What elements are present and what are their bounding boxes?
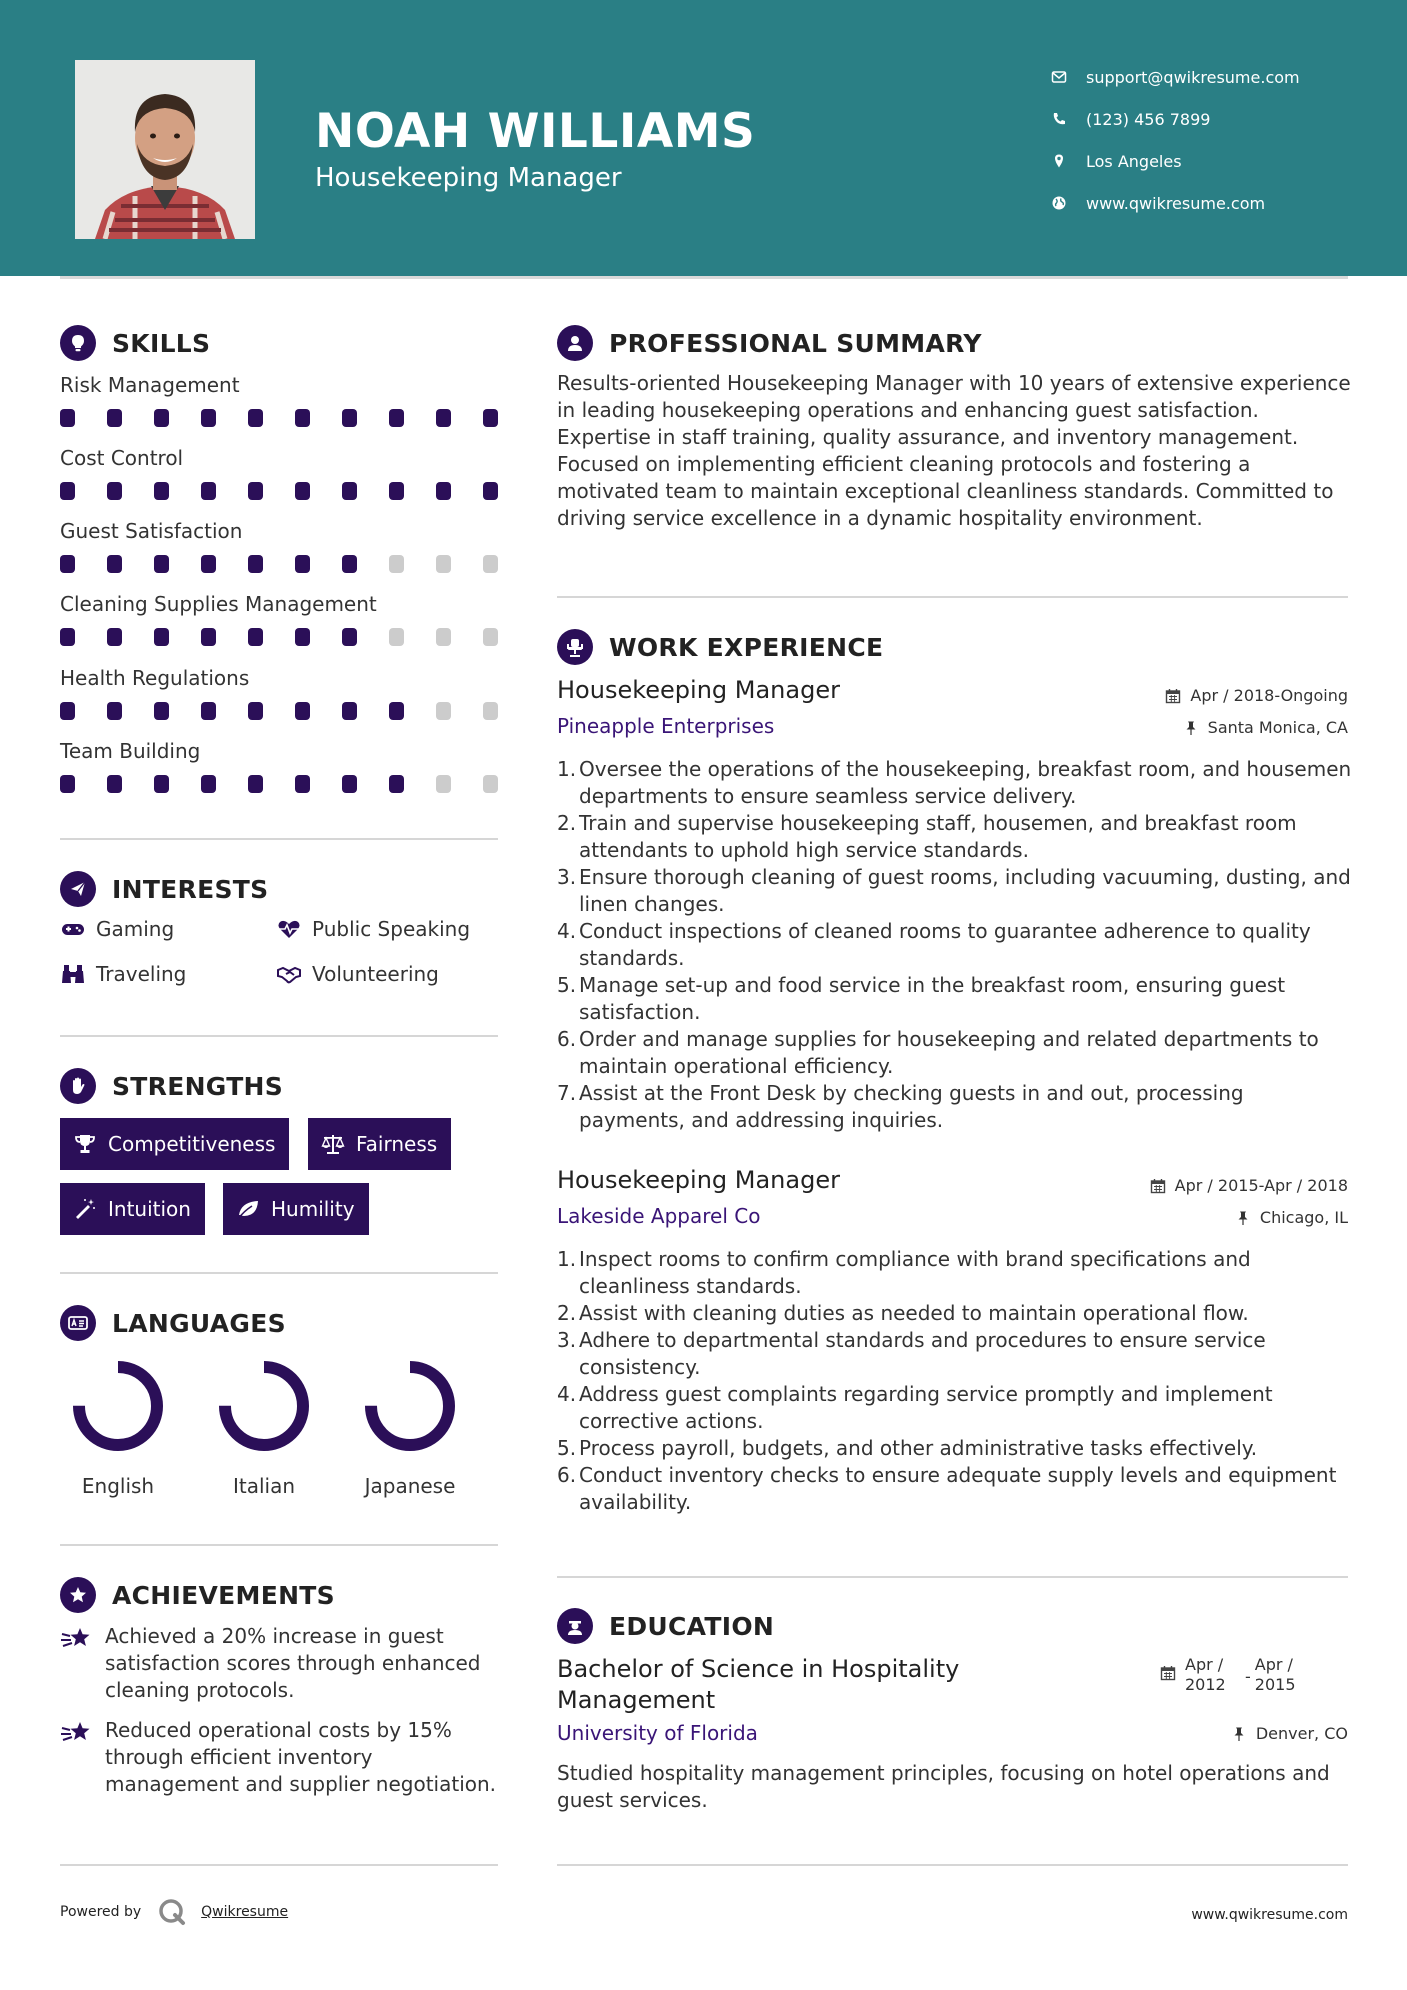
duty-item: [557, 1462, 1357, 1516]
interests-heading: [60, 871, 268, 907]
job-role: Housekeeping Manager: [557, 676, 840, 704]
duty-item: [557, 756, 1357, 810]
contact-phone-text: (123) 456 7899: [1086, 109, 1211, 129]
contact-phone[interactable]: [1050, 98, 1300, 140]
job-company: Lakeside Apparel Co: [557, 1204, 761, 1228]
duty-number: 4.: [557, 919, 577, 943]
section-divider: [557, 1576, 1348, 1578]
envelope-icon: [1050, 68, 1068, 86]
duty-item: [557, 1080, 1357, 1134]
contact-location-text: Los Angeles: [1086, 151, 1182, 171]
rating-dot-filled: [60, 702, 75, 720]
pushpin-icon: [1235, 1210, 1251, 1226]
duty-item: [557, 1327, 1357, 1381]
language-item: [350, 1356, 470, 1498]
rating-dot-filled: [60, 555, 75, 573]
education-title: EDUCATION: [609, 1611, 775, 1641]
achievements-title: ACHIEVEMENTS: [112, 1580, 335, 1610]
contact-list: [1050, 56, 1300, 224]
contact-email[interactable]: [1050, 56, 1300, 98]
pushpin-icon: [1231, 1726, 1247, 1742]
education-location: [1231, 1724, 1348, 1743]
graduate-icon: [557, 1608, 593, 1644]
location-pin-icon: [1050, 152, 1068, 170]
handshake-icon: [276, 963, 302, 985]
duty-text: Manage set-up and food service in the breakfast room, ensuring guest satisfaction.: [579, 973, 1286, 1024]
rating-dot-filled: [107, 482, 122, 500]
skills-title: SKILLS: [112, 328, 211, 358]
language-item: [58, 1356, 178, 1498]
shooting-star-icon: [60, 1625, 94, 1653]
skill-name: Team Building: [60, 739, 201, 763]
strengths-title: STRENGTHS: [112, 1071, 284, 1101]
proficiency-arc: [371, 1367, 449, 1445]
summary-heading: [557, 325, 982, 361]
duty-text: Inspect rooms to confirm compliance with brand specifications and cleanliness standards.: [579, 1247, 1251, 1298]
duty-text: Address guest complaints regarding service promptly and implement corrective actions.: [579, 1382, 1273, 1433]
leaf-icon: [235, 1197, 261, 1221]
rating-dot-empty: [436, 555, 451, 573]
achievement-item: [60, 1623, 500, 1704]
rating-dot-filled: [107, 775, 122, 793]
language-name: English: [81, 1474, 155, 1498]
rating-dot-filled: [248, 775, 263, 793]
rating-dot-filled: [342, 555, 357, 573]
date-part: Apr /: [1185, 1655, 1224, 1674]
language-card-icon: [60, 1305, 96, 1341]
header-divider: [60, 276, 1348, 279]
skill-item: [60, 444, 500, 500]
interest-gaming: [60, 917, 174, 941]
rating-dot-filled: [154, 775, 169, 793]
achievement-text: Reduced operational costs by 15% through efficient inventory management and supplier negotiation.: [105, 1718, 497, 1796]
contact-email-text: support@qwikresume.com: [1086, 67, 1300, 87]
job-location-text: Chicago, IL: [1259, 1208, 1348, 1227]
trophy-icon: [72, 1132, 98, 1156]
rating-dot-filled: [342, 628, 357, 646]
section-divider: [60, 1544, 498, 1546]
office-chair-icon: [557, 629, 593, 665]
rating-dot-filled: [248, 482, 263, 500]
duty-text: Oversee the operations of the housekeeping, breakfast room, and housemen departments to ensure seamless service delivery.: [579, 757, 1352, 808]
duty-item: [557, 1300, 1357, 1327]
education-end-date: [1255, 1655, 1315, 1695]
powered-by: [60, 1897, 288, 1927]
skill-name: Health Regulations: [60, 666, 250, 690]
skill-rating: [60, 775, 500, 793]
interest-label: Gaming: [96, 917, 175, 941]
duty-item: [557, 810, 1357, 864]
proficiency-arc: [79, 1367, 157, 1445]
magic-wand-icon: [72, 1197, 98, 1221]
degree-title: [557, 1654, 959, 1716]
calendar-icon: [1160, 1665, 1176, 1681]
duty-item: [557, 1246, 1357, 1300]
duty-text: Order and manage supplies for housekeeping and related departments to maintain operational efficiency.: [579, 1027, 1319, 1078]
rating-dot-filled: [60, 775, 75, 793]
interest-traveling: [60, 962, 186, 986]
rating-dot-filled: [201, 628, 216, 646]
pushpin-icon: [1183, 720, 1199, 736]
contact-location: [1050, 140, 1300, 182]
language-proficiency-ring: [68, 1356, 168, 1456]
qwikresume-logo-icon: [157, 1897, 187, 1927]
qwikresume-link[interactable]: Qwikresume: [201, 1904, 289, 1920]
duty-item: [557, 972, 1357, 1026]
rating-dot-filled: [60, 628, 75, 646]
duty-item: [557, 1381, 1357, 1435]
phone-icon: [1050, 110, 1068, 128]
strength-tag-competitiveness: [60, 1118, 289, 1170]
language-name: Japanese: [364, 1474, 456, 1498]
rating-dot-filled: [295, 409, 310, 427]
duty-number: 7.: [557, 1081, 577, 1105]
rating-dot-filled: [483, 409, 498, 427]
rating-dot-filled: [154, 482, 169, 500]
rating-dot-filled: [248, 555, 263, 573]
skill-rating: [60, 555, 500, 573]
rating-dot-filled: [389, 775, 404, 793]
rating-dot-empty: [436, 628, 451, 646]
job-date-text: Apr / 2018-Ongoing: [1190, 686, 1348, 705]
experience-heading: [557, 629, 883, 665]
language-proficiency-ring: [214, 1356, 314, 1456]
rating-dot-filled: [60, 409, 75, 427]
profile-photo: [75, 60, 255, 239]
rating-dot-filled: [248, 409, 263, 427]
job-duties-list: [557, 1246, 1357, 1516]
strength-label: Humility: [271, 1197, 355, 1221]
duty-text: Conduct inspections of cleaned rooms to guarantee adherence to quality standards.: [579, 919, 1311, 970]
calendar-icon: [1165, 688, 1181, 704]
rating-dot-filled: [201, 775, 216, 793]
rating-dot-filled: [201, 555, 216, 573]
strength-label: Fairness: [356, 1132, 438, 1156]
school-name: University of Florida: [557, 1721, 758, 1745]
star-badge-icon: [60, 1577, 96, 1613]
skill-rating: [60, 628, 500, 646]
rating-dot-filled: [107, 409, 122, 427]
duty-number: 5.: [557, 973, 577, 997]
duty-number: 2.: [557, 1301, 577, 1325]
languages-title: LANGUAGES: [112, 1308, 286, 1338]
education-heading: [557, 1608, 774, 1644]
education-description: Studied hospitality management principles, focusing on hotel operations and guest services.: [557, 1761, 1330, 1812]
user-icon: [557, 325, 593, 361]
proficiency-arc: [225, 1367, 303, 1445]
job-duties-list: [557, 756, 1357, 1134]
achievements-heading: [60, 1577, 335, 1613]
rating-dot-empty: [389, 628, 404, 646]
job-date-text: Apr / 2015-Apr / 2018: [1174, 1176, 1348, 1195]
rating-dot-filled: [201, 482, 216, 500]
rating-dot-filled: [342, 482, 357, 500]
education-date: [1160, 1655, 1315, 1695]
section-divider: [60, 1035, 498, 1037]
rating-dot-filled: [107, 628, 122, 646]
rating-dot-empty: [436, 702, 451, 720]
summary-text: Results-oriented Housekeeping Manager with 10 years of extensive experience in leading housekeeping operations and enhancing guest satisfaction. Expertise in staff training, quality assurance, and inventory management. Focused on implementing efficient cleaning protocols and fostering a motivated team to maintain exceptional cleanliness standards. Committed to driving service excellence in a dynamic hospitality environment.: [557, 371, 1351, 530]
education-start-date: [1185, 1655, 1245, 1695]
skill-item: [60, 664, 500, 720]
skill-name: Guest Satisfaction: [60, 519, 243, 543]
job-location-text: Santa Monica, CA: [1207, 718, 1348, 737]
rating-dot-filled: [295, 775, 310, 793]
scale-icon: [320, 1132, 346, 1156]
education-location-text: Denver, CO: [1255, 1724, 1348, 1743]
achievement-text: Achieved a 20% increase in guest satisfaction scores through enhanced cleaning protocols.: [105, 1624, 481, 1702]
duty-number: 1.: [557, 1247, 577, 1271]
section-divider: [60, 1272, 498, 1274]
rating-dot-empty: [483, 555, 498, 573]
rating-dot-empty: [483, 628, 498, 646]
rating-dot-filled: [107, 555, 122, 573]
lightbulb-icon: [60, 325, 96, 361]
date-part: Apr /: [1254, 1655, 1293, 1674]
duty-number: 3.: [557, 1328, 577, 1352]
job-date: [1150, 1176, 1348, 1195]
skill-rating: [60, 409, 500, 427]
candidate-name: NOAH WILLIAMS: [315, 104, 756, 159]
footer-website[interactable]: www.qwikresume.com: [1191, 1907, 1348, 1923]
duty-number: 1.: [557, 757, 577, 781]
date-part: 2012: [1185, 1675, 1226, 1694]
duty-text: Process payroll, budgets, and other administrative tasks effectively.: [579, 1436, 1258, 1460]
rating-dot-filled: [389, 702, 404, 720]
section-divider: [557, 1864, 1348, 1866]
duty-number: 6.: [557, 1463, 577, 1487]
duty-number: 5.: [557, 1436, 577, 1460]
rating-dot-filled: [154, 409, 169, 427]
binoculars-icon: [60, 963, 86, 985]
job-role: Housekeeping Manager: [557, 1166, 840, 1194]
skill-rating: [60, 702, 500, 720]
skill-item: [60, 590, 500, 646]
languages-heading: [60, 1305, 286, 1341]
duty-text: Train and supervise housekeeping staff, housemen, and breakfast room attendants to uphold high service standards.: [579, 811, 1297, 862]
rating-dot-filled: [295, 555, 310, 573]
duty-item: [557, 918, 1357, 972]
job-location: [1235, 1208, 1348, 1227]
strength-label: Intuition: [108, 1197, 191, 1221]
rating-dot-filled: [154, 702, 169, 720]
skill-item: [60, 737, 500, 793]
rating-dot-filled: [436, 409, 451, 427]
interest-public-speaking: [276, 917, 470, 941]
skill-rating: [60, 482, 500, 500]
skill-item: [60, 517, 500, 573]
calendar-icon: [1150, 1178, 1166, 1194]
date-separator: -: [1245, 1667, 1251, 1686]
rating-dot-filled: [201, 702, 216, 720]
language-proficiency-ring: [360, 1356, 460, 1456]
interests-title: INTERESTS: [112, 874, 269, 904]
rating-dot-filled: [248, 628, 263, 646]
job-company: Pineapple Enterprises: [557, 714, 775, 738]
duty-item: [557, 1026, 1357, 1080]
rating-dot-filled: [60, 482, 75, 500]
degree-line: Management: [557, 1686, 716, 1714]
rating-dot-filled: [389, 482, 404, 500]
rating-dot-filled: [389, 409, 404, 427]
rating-dot-filled: [154, 628, 169, 646]
interest-label: Traveling: [96, 962, 187, 986]
rating-dot-empty: [436, 775, 451, 793]
contact-website-text: www.qwikresume.com: [1086, 193, 1266, 213]
date-part: 2015: [1254, 1675, 1296, 1694]
rating-dot-filled: [107, 702, 122, 720]
resume-header: [0, 0, 1407, 276]
duty-text: Assist with cleaning duties as needed to maintain operational flow.: [579, 1301, 1249, 1325]
skill-name: Risk Management: [60, 373, 240, 397]
duty-text: Adhere to departmental standards and procedures to ensure service consistency.: [579, 1328, 1266, 1379]
duty-text: Ensure thorough cleaning of guest rooms, including vacuuming, dusting, and linen changes.: [579, 865, 1351, 916]
job-location: [1183, 718, 1348, 737]
heartbeat-icon: [276, 918, 302, 940]
achievement-item: [60, 1717, 500, 1798]
rating-dot-filled: [342, 702, 357, 720]
skills-heading: [60, 325, 210, 361]
interest-volunteering: [276, 962, 439, 986]
interest-label: Public Speaking: [312, 917, 471, 941]
section-divider: [60, 1864, 498, 1866]
language-item: [204, 1356, 324, 1498]
rating-dot-filled: [295, 702, 310, 720]
skill-item: [60, 371, 500, 427]
skill-name: Cost Control: [60, 446, 184, 470]
rating-dot-filled: [201, 409, 216, 427]
job-date: [1165, 686, 1348, 705]
summary-title: PROFESSIONAL SUMMARY: [609, 328, 982, 358]
interest-label: Volunteering: [312, 962, 439, 986]
duty-number: 6.: [557, 1027, 577, 1051]
shooting-star-icon: [60, 1719, 94, 1747]
contact-website[interactable]: [1050, 182, 1300, 224]
language-name: Italian: [232, 1474, 296, 1498]
rating-dot-empty: [483, 775, 498, 793]
duty-number: 4.: [557, 1382, 577, 1406]
rating-dot-filled: [483, 482, 498, 500]
section-divider: [60, 838, 498, 840]
experience-title: WORK EXPERIENCE: [609, 632, 884, 662]
duty-text: Assist at the Front Desk by checking guests in and out, processing payments, and addressing inquiries.: [579, 1081, 1244, 1132]
rating-dot-filled: [154, 555, 169, 573]
duty-text: Conduct inventory checks to ensure adequate supply levels and equipment availability.: [579, 1463, 1337, 1514]
rating-dot-empty: [483, 702, 498, 720]
duty-item: [557, 1435, 1357, 1462]
rating-dot-empty: [389, 555, 404, 573]
rating-dot-filled: [342, 775, 357, 793]
globe-icon: [1050, 194, 1068, 212]
duty-item: [557, 864, 1357, 918]
powered-by-label: Powered by: [60, 1904, 142, 1920]
duty-number: 2.: [557, 811, 577, 835]
strength-tag-intuition: [60, 1183, 205, 1235]
degree-line: Bachelor of Science in Hospitality: [557, 1655, 960, 1683]
skill-name: Cleaning Supplies Management: [60, 592, 377, 616]
paper-plane-icon: [60, 871, 96, 907]
section-divider: [557, 596, 1348, 598]
rating-dot-filled: [295, 482, 310, 500]
candidate-title: Housekeeping Manager: [315, 163, 622, 193]
duty-number: 3.: [557, 865, 577, 889]
rating-dot-filled: [248, 702, 263, 720]
rating-dot-filled: [342, 409, 357, 427]
strength-tag-humility: [223, 1183, 369, 1235]
strength-tag-fairness: [308, 1118, 451, 1170]
gamepad-icon: [60, 918, 86, 940]
strength-label: Competitiveness: [108, 1132, 276, 1156]
rating-dot-filled: [295, 628, 310, 646]
raised-hand-icon: [60, 1068, 96, 1104]
rating-dot-filled: [436, 482, 451, 500]
strengths-heading: [60, 1068, 283, 1104]
